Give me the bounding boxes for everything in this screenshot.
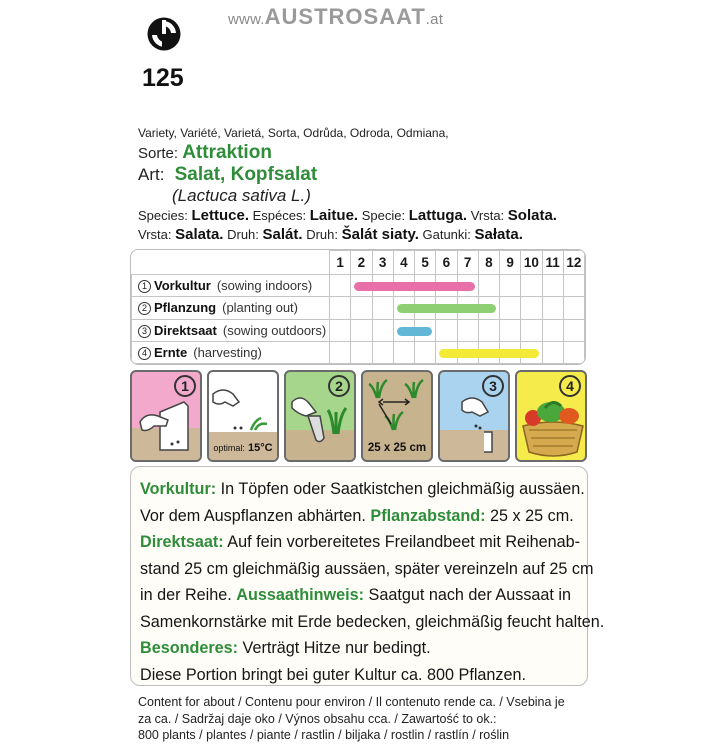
month-9: 9	[500, 251, 521, 275]
month-5: 5	[415, 251, 436, 275]
sorte-value: Attraktion	[182, 142, 272, 163]
instruction-text: Auf fein vorbereitetes Freilandbeet mit Reihenab-	[223, 533, 581, 551]
month-10: 10	[521, 251, 542, 275]
month-12: 12	[563, 251, 584, 275]
activity-name: Direktsaat	[154, 322, 217, 338]
month-1: 1	[330, 251, 351, 275]
step-4-badge: 4	[559, 375, 581, 397]
instruction-illustrations	[130, 370, 588, 462]
instruction-text: Samenkornstärke mit Erde bedecken, gleichmäßig feucht halten.	[140, 612, 605, 631]
tile-sowing-outdoors	[438, 370, 510, 462]
content-line-1: Content for about / Contenu pour environ / Il contenuto rende ca. / Vsebina je	[138, 695, 565, 709]
variety-languages-label: Variety, Variété, Varietá, Sorta, Odrůda, Odroda, Odmiana,	[138, 126, 449, 140]
schedule-bar-direktsaat	[397, 327, 433, 336]
step-2-badge: 2	[328, 375, 350, 397]
activity-english: (sowing outdoors)	[222, 322, 327, 338]
instruction-line	[140, 635, 582, 662]
month-11: 11	[542, 251, 563, 275]
instruction-text: Verträgt Hitze nur bedingt.	[238, 639, 431, 657]
activity-name: Ernte	[154, 344, 188, 360]
growing-instructions	[130, 466, 605, 686]
tile-planting-out	[284, 370, 356, 462]
step-3-badge: 3	[482, 375, 504, 397]
tile-temperature	[207, 370, 279, 462]
instruction-line	[140, 609, 605, 636]
instruction-text: In Töpfen oder Saatkistchen gleichmäßig aussäen.	[216, 480, 585, 498]
activity-english: (harvesting)	[193, 344, 262, 360]
activity-english: (planting out)	[222, 300, 298, 316]
schedule-bar-pflanzung	[397, 304, 496, 313]
schedule-row-pflanzung	[132, 297, 585, 319]
schedule-row-vorkultur	[132, 275, 585, 297]
instruction-text: 25 x 25 cm.	[485, 506, 574, 525]
schedule-row-ernte	[132, 341, 585, 363]
content-line-3: 800 plants / plantes / piante / rastlin / biljaka / rostlin / rastlín / roślin	[138, 728, 510, 742]
instruction-heading: Aussaathinweis:	[236, 586, 365, 604]
instruction-line	[140, 529, 582, 556]
tile-spacing	[361, 370, 433, 462]
content-line-2: za ca. / Sadržaj daje oko / Výnos obsahu cca. / Zawartość to ok.:	[138, 711, 497, 726]
step-number: 2	[138, 302, 151, 315]
schedule-bar-ernte	[439, 349, 538, 358]
art-value: Salat, Kopfsalat	[174, 164, 318, 185]
species-line-1: Species: Lettuce. Espéces: Laitue. Specie: Lattuga. Vrsta: Solata.	[138, 207, 557, 224]
instruction-heading: Besonderes:	[140, 639, 239, 657]
instruction-line	[140, 582, 582, 609]
activity-english: (sowing indoors)	[216, 278, 313, 294]
month-2: 2	[351, 251, 372, 275]
activity-name: Vorkultur	[154, 278, 211, 294]
step-number: 1	[138, 280, 151, 293]
instruction-heading: Vorkultur:	[140, 480, 217, 498]
schedule-bar-vorkultur	[354, 282, 475, 291]
website-url: www.AUSTROSAAT.at	[228, 4, 444, 29]
instruction-line	[140, 476, 585, 503]
optimal-temperature-label: optimal: 15°C	[213, 442, 273, 454]
step-number: 3	[138, 325, 151, 338]
green-dot-recycle-icon	[146, 16, 182, 52]
tile-harvesting	[515, 370, 587, 462]
tile-sowing-indoors	[130, 370, 202, 462]
instruction-text: in der Reihe.	[140, 586, 237, 604]
month-7: 7	[457, 251, 478, 275]
instruction-line	[140, 662, 582, 689]
content-quantity	[138, 694, 565, 744]
instruction-text: Saatgut nach der Aussaat in	[364, 586, 572, 604]
step-1-badge: 1	[174, 375, 196, 397]
instruction-heading: Direktsaat:	[140, 533, 224, 551]
variety-number: 125	[142, 64, 184, 92]
instruction-text: Diese Portion bringt bei guter Kultur ca. 800 Pflanzen.	[140, 665, 527, 684]
instruction-line	[140, 556, 594, 583]
month-6: 6	[436, 251, 457, 275]
instruction-heading: Pflanzabstand:	[370, 506, 486, 525]
spacing-label: 25 x 25 cm	[367, 442, 427, 454]
instruction-line	[140, 503, 582, 530]
month-3: 3	[372, 251, 393, 275]
sowing-schedule	[130, 249, 586, 365]
month-4: 4	[393, 251, 414, 275]
sorte-line	[138, 142, 272, 164]
step-number: 4	[138, 347, 151, 360]
latin-name: (Lactuca sativa L.)	[172, 186, 311, 205]
art-line	[138, 164, 317, 186]
sorte-label: Sorte:	[138, 145, 179, 162]
activity-name: Pflanzung	[154, 300, 217, 316]
instruction-text: stand 25 cm gleichmäßig aussäen, später vereinzeln auf 25 cm	[140, 559, 594, 578]
species-line-2: Vrsta: Salata. Druh: Salát. Druh: Šalát siaty. Gatunki: Sałata.	[138, 226, 523, 243]
schedule-row-direktsaat	[132, 319, 585, 341]
art-label: Art:	[138, 165, 165, 184]
schedule-month-header	[132, 251, 585, 275]
instruction-text: Vor dem Auspflanzen abhärten.	[140, 506, 371, 525]
month-8: 8	[478, 251, 499, 275]
